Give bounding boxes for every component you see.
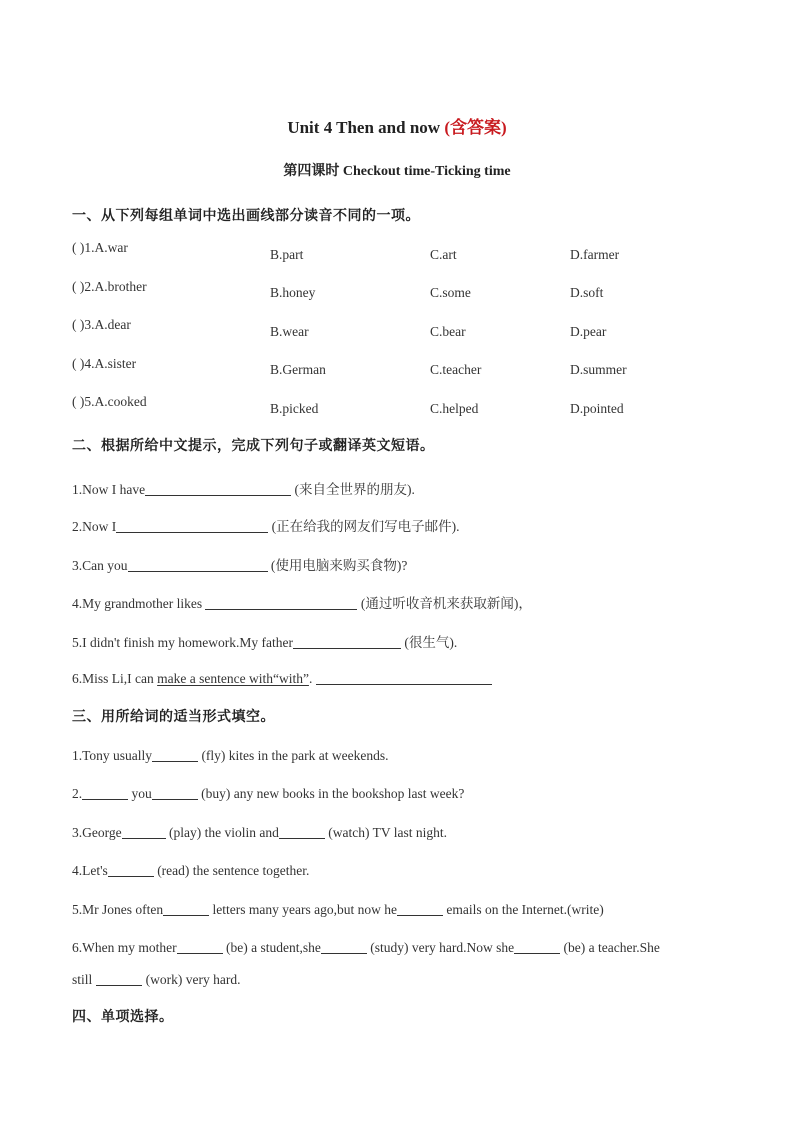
title-main: Unit 4 Then and now	[287, 118, 445, 137]
s3-item-4-text: 4.Let's	[72, 863, 108, 878]
section2-heading: 二、根据所给中文提示，完成下列句子或翻译英文短语。	[72, 438, 435, 454]
answer-blank[interactable]	[122, 824, 166, 839]
s3-item-6b-text: still	[72, 972, 93, 987]
s2-item-3-hint: (使用电脑来购买食物)?	[267, 558, 408, 573]
q1-option-d: D.farmer	[570, 247, 620, 262]
s3-item-6-rest: (be) a teacher.She	[560, 940, 660, 955]
s2-item-1	[72, 478, 415, 498]
section3-heading: 三、用所给词的适当形式填空。	[72, 709, 275, 725]
s2-item-4-text: 4.My grandmother likes	[72, 596, 206, 611]
s2-item-3	[72, 554, 407, 574]
q4-option-a: ( )4.A.sister	[72, 356, 137, 371]
answer-blank[interactable]	[145, 481, 291, 496]
s3-item-4	[72, 862, 309, 879]
q2-option-d: D.soft	[570, 285, 604, 300]
s3-item-3	[72, 824, 447, 841]
s3-item-3-mid: (play) the violin and	[165, 825, 279, 840]
q5-option-b: B.picked	[270, 401, 319, 416]
answer-blank[interactable]	[108, 862, 154, 877]
s2-item-6	[72, 670, 492, 687]
s3-item-5-mid: letters many years ago,but now he	[209, 902, 397, 917]
s2-item-1-text: 1.Now I have	[72, 482, 146, 497]
q1-option-b: B.part	[270, 247, 304, 262]
s2-item-6-end: .	[308, 671, 316, 686]
answer-blank[interactable]	[116, 518, 268, 533]
s3-item-6	[72, 939, 660, 956]
answer-blank[interactable]	[82, 785, 128, 800]
q1-option-a: ( )1.A.war	[72, 240, 128, 255]
s3-item-5-rest: emails on the Internet.(write)	[442, 902, 604, 917]
q2-option-c: C.some	[430, 285, 471, 300]
s3-item-2-mid: you	[128, 786, 152, 801]
s2-item-6-text: 6.Miss Li,I can	[72, 671, 158, 686]
answer-blank[interactable]	[514, 939, 560, 954]
s3-item-6-mid1: (be) a student,she	[222, 940, 321, 955]
s2-item-5-text: 5.I didn't finish my homework.My father	[72, 635, 294, 650]
q2-option-a: ( )2.A.brother	[72, 279, 147, 294]
q5-option-d: D.pointed	[570, 401, 624, 416]
s2-item-2	[72, 515, 460, 535]
s3-item-3-text: 3.George	[72, 825, 122, 840]
s2-item-6-phrase: make a sentence with“with”	[157, 671, 309, 686]
answer-blank[interactable]	[321, 939, 367, 954]
section1-heading: 一、从下列每组单词中选出画线部分读音不同的一项。	[72, 208, 420, 224]
s3-item-3-rest: (watch) TV last night.	[324, 825, 447, 840]
q3-option-d: D.pear	[570, 324, 607, 339]
answer-blank[interactable]	[163, 901, 209, 916]
answer-blank[interactable]	[96, 971, 142, 986]
lesson-subtitle: 第四课时 Checkout time-Ticking time	[283, 164, 511, 179]
answer-blank[interactable]	[316, 670, 492, 685]
s3-item-5-text: 5.Mr Jones often	[72, 902, 164, 917]
q3-option-c: C.bear	[430, 324, 466, 339]
s3-item-6b-rest: (work) very hard.	[142, 972, 241, 987]
s2-item-4-hint: (通过听收音机来获取新闻)，	[357, 596, 532, 611]
s3-item-1	[72, 747, 389, 764]
q4-option-b: B.German	[270, 362, 326, 377]
s3-item-4-rest: (read) the sentence together.	[153, 863, 310, 878]
answer-blank[interactable]	[205, 595, 357, 610]
answer-key-tag: (含答案)	[444, 118, 507, 137]
s2-item-5-hint: (很生气).	[401, 635, 458, 650]
q1-option-c: C.art	[430, 247, 457, 262]
s2-item-5	[72, 631, 457, 651]
s2-item-4	[72, 592, 532, 612]
q3-option-b: B.wear	[270, 324, 309, 339]
answer-blank[interactable]	[177, 939, 223, 954]
answer-blank[interactable]	[397, 901, 443, 916]
q2-option-b: B.honey	[270, 285, 316, 300]
section4-heading: 四、单项选择。	[72, 1009, 174, 1025]
answer-blank[interactable]	[152, 747, 198, 762]
s3-item-6-text: 6.When my mother	[72, 940, 177, 955]
answer-blank[interactable]	[152, 785, 198, 800]
s3-item-2-text: 2.	[72, 786, 83, 801]
s3-item-2	[72, 785, 464, 802]
q5-option-a: ( )5.A.cooked	[72, 394, 147, 409]
s3-item-1-text: 1.Tony usually	[72, 748, 153, 763]
s3-item-1-rest: (fly) kites in the park at weekends.	[198, 748, 389, 763]
q4-option-c: C.teacher	[430, 362, 482, 377]
answer-blank[interactable]	[128, 557, 268, 572]
document-title	[0, 113, 794, 138]
s2-item-2-text: 2.Now I	[72, 519, 117, 534]
answer-blank[interactable]	[293, 634, 401, 649]
answer-blank[interactable]	[279, 824, 325, 839]
s2-item-3-text: 3.Can you	[72, 558, 128, 573]
q3-option-a: ( )3.A.dear	[72, 317, 131, 332]
q5-option-c: C.helped	[430, 401, 479, 416]
s3-item-5	[72, 901, 604, 918]
s3-item-6-continued	[72, 971, 240, 988]
q4-option-d: D.summer	[570, 362, 627, 377]
s2-item-2-hint: (正在给我的网友们写电子邮件).	[268, 519, 460, 534]
s3-item-6-mid2: (study) very hard.Now she	[366, 940, 515, 955]
s2-item-1-hint: (来自全世界的朋友).	[291, 482, 415, 497]
s3-item-2-rest: (buy) any new books in the bookshop last week?	[197, 786, 465, 801]
